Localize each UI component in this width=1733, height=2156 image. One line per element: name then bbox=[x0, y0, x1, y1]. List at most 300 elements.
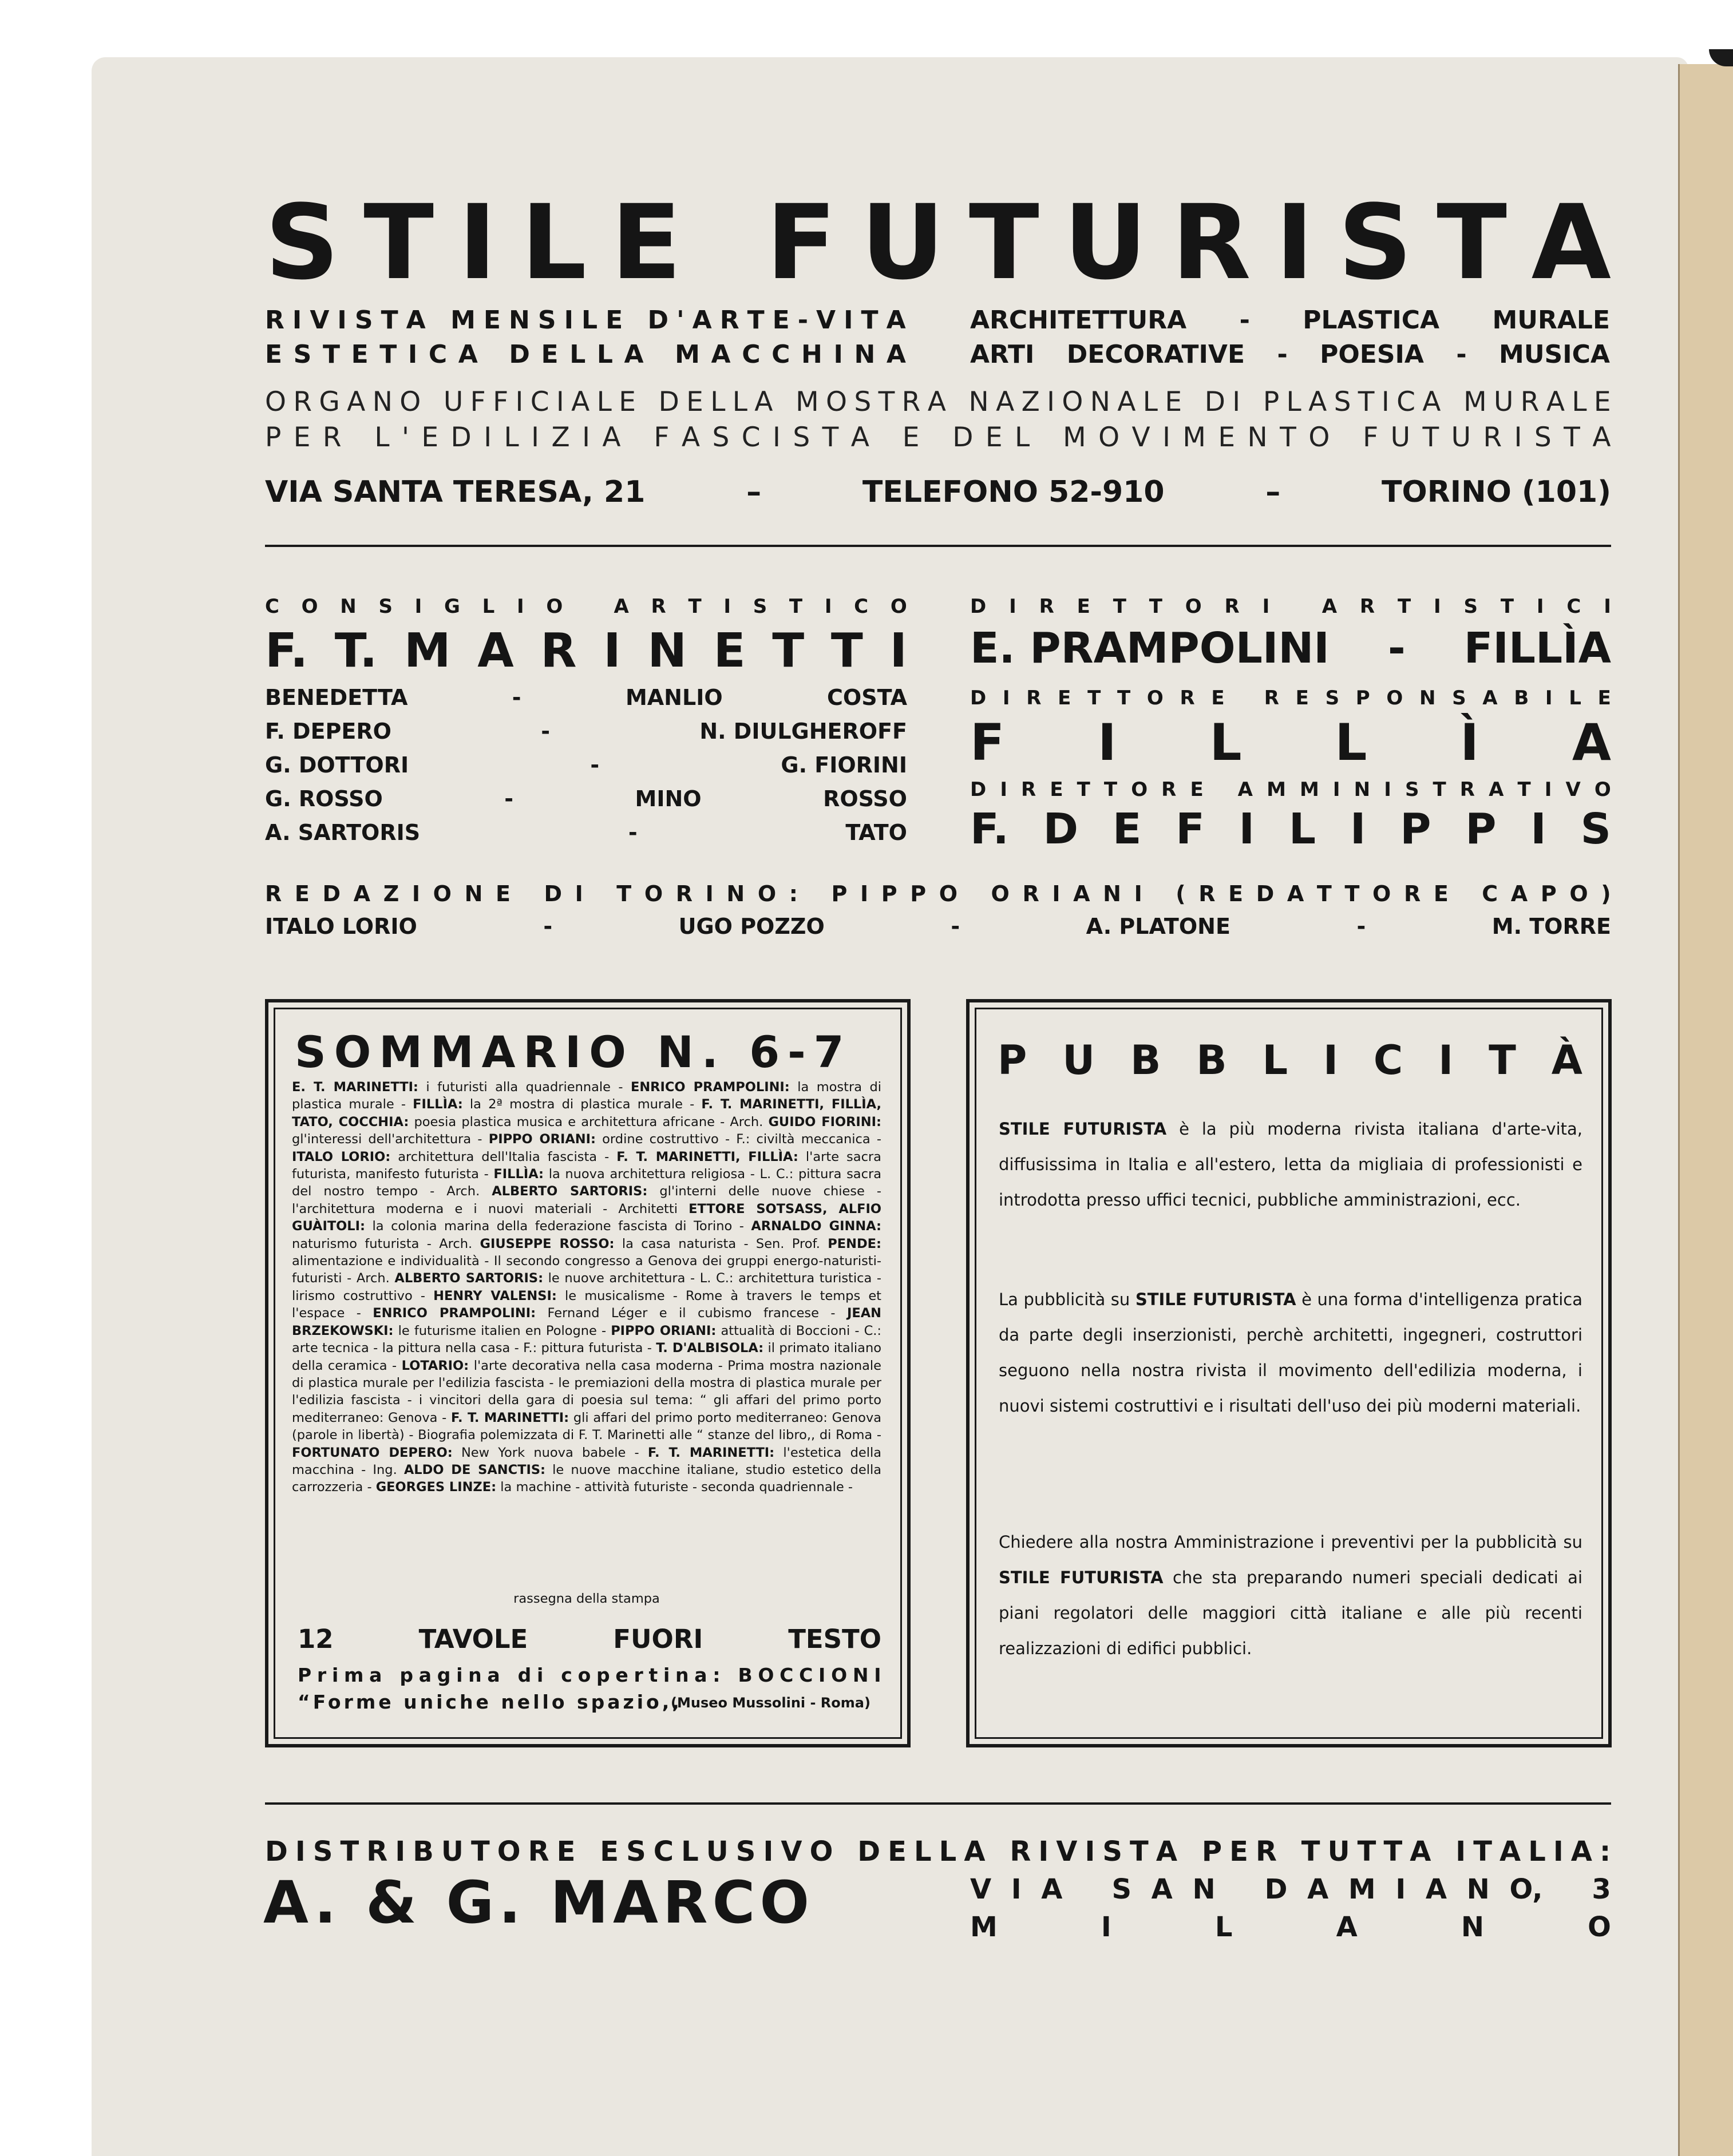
text-piece: i bbox=[456, 1664, 463, 1686]
text-piece: R bbox=[1022, 881, 1039, 906]
text-piece: F bbox=[654, 422, 670, 453]
text-piece: I bbox=[1239, 804, 1255, 854]
museo-note: (Museo Mussolini - Roma) bbox=[671, 1695, 871, 1711]
text-piece: T bbox=[789, 595, 803, 618]
text-piece: M bbox=[1348, 1873, 1376, 1905]
text-piece bbox=[549, 1664, 556, 1686]
text-piece: COSTA bbox=[827, 685, 907, 710]
text-piece: U bbox=[1494, 386, 1514, 418]
text-piece: U bbox=[1062, 1037, 1095, 1084]
text-piece: O bbox=[939, 881, 958, 906]
text-piece: C bbox=[780, 1664, 794, 1686]
text-piece: R bbox=[719, 306, 739, 335]
text-piece: S bbox=[1334, 386, 1351, 418]
text-piece: R bbox=[1264, 687, 1279, 710]
text-piece: U bbox=[1390, 422, 1411, 453]
text-piece: A bbox=[1482, 687, 1498, 710]
text-piece: T bbox=[1517, 778, 1531, 801]
text-piece: S bbox=[1463, 595, 1478, 618]
sommario-article: poesia plastica musica e architettura africane - Arch. bbox=[409, 1114, 769, 1129]
text-piece: D bbox=[509, 340, 530, 369]
text-piece: G bbox=[319, 386, 340, 418]
sommario-author: HENRY VALENSI: bbox=[433, 1288, 557, 1303]
text-piece: I bbox=[1134, 881, 1142, 906]
text-piece: i bbox=[331, 1664, 339, 1686]
text-piece: T bbox=[379, 340, 397, 369]
text-piece: O bbox=[644, 881, 663, 906]
text-piece bbox=[643, 386, 651, 418]
text-piece: I bbox=[517, 595, 524, 618]
text-piece: MUSICA bbox=[1499, 340, 1610, 369]
sommario-article: le musicalisme - Rome à travers le temps et l'espace - bbox=[292, 1288, 882, 1321]
text-piece: A bbox=[996, 386, 1015, 418]
text-piece: T bbox=[830, 624, 863, 678]
text-piece: N bbox=[1192, 1873, 1216, 1905]
text-piece: C bbox=[854, 595, 869, 618]
text-piece: I bbox=[412, 881, 421, 906]
pubblicita-paragraph-3 bbox=[999, 1524, 1582, 1666]
sommario-title: SOMMARIO N. 6-7 bbox=[295, 1027, 852, 1077]
text-piece: A bbox=[1321, 595, 1338, 618]
text-piece: 3 bbox=[1592, 1873, 1611, 1905]
text-piece: S bbox=[712, 422, 730, 453]
text-piece: O bbox=[1146, 687, 1164, 710]
text-piece bbox=[971, 881, 978, 906]
text-piece: I bbox=[1038, 1836, 1049, 1868]
text-piece: D bbox=[970, 687, 987, 710]
text-piece: T bbox=[1087, 687, 1101, 710]
via-line bbox=[970, 1873, 1611, 1905]
text-piece: U bbox=[861, 183, 945, 303]
text-piece: L bbox=[1262, 1037, 1288, 1084]
sommario-article: alimentazione e individualità - Il secondo congresso a Genova dei gruppi energo-naturisti-futuristi - Arch. bbox=[292, 1254, 881, 1286]
text-piece: A bbox=[602, 422, 621, 453]
text-piece: E bbox=[1295, 687, 1309, 710]
text-piece: E bbox=[1190, 778, 1204, 801]
text-piece: T bbox=[1113, 595, 1126, 618]
distributore-line bbox=[265, 1836, 1611, 1868]
text-piece: F bbox=[1176, 804, 1205, 854]
sommario-article: la machine - attività futuriste - seconda quadriennale - bbox=[496, 1480, 853, 1495]
text-piece: A. SARTORIS bbox=[265, 820, 421, 845]
sommario-author: PIPPO ORIANI: bbox=[611, 1323, 717, 1338]
text-piece: I bbox=[833, 340, 843, 369]
text-piece: S bbox=[265, 183, 339, 303]
sommario-article: l'arte sacra futurista, manifesto futurista - bbox=[292, 1149, 881, 1182]
text-piece: R bbox=[1026, 687, 1042, 710]
sommario-author: ITALO LORIO: bbox=[292, 1149, 391, 1164]
text-piece: P bbox=[1465, 804, 1497, 854]
text-piece: N bbox=[1247, 422, 1268, 453]
text-piece: L bbox=[374, 422, 390, 453]
text-piece: I bbox=[1384, 778, 1391, 801]
text-piece: E bbox=[1058, 687, 1071, 710]
text-piece: E bbox=[1593, 386, 1611, 418]
text-piece: N bbox=[1090, 386, 1110, 418]
text-piece: G bbox=[444, 595, 460, 618]
text-piece: G. ROSSO bbox=[265, 786, 383, 811]
text-piece: T bbox=[1383, 1836, 1403, 1868]
text-piece: M bbox=[1463, 386, 1487, 418]
text-piece: d bbox=[517, 1664, 532, 1686]
text-piece: C bbox=[771, 340, 790, 369]
organ-line-2 bbox=[265, 422, 1611, 453]
text-piece: T bbox=[1489, 1037, 1516, 1084]
text-piece: A bbox=[1546, 386, 1565, 418]
text-piece: r bbox=[634, 1664, 643, 1686]
text-piece: R bbox=[540, 624, 577, 678]
text-piece: A bbox=[1570, 1836, 1592, 1868]
text-piece: E bbox=[611, 183, 682, 303]
text-piece bbox=[387, 1664, 394, 1686]
text-piece: M bbox=[1063, 422, 1086, 453]
sommario-article: Fernand Léger e il cubismo francese - bbox=[536, 1306, 847, 1321]
text-piece: ITALO LORIO bbox=[265, 914, 417, 939]
text-piece: - bbox=[504, 786, 514, 811]
text-piece: E bbox=[888, 1836, 907, 1868]
text-piece: I bbox=[1545, 687, 1553, 710]
text-piece: FUORI bbox=[613, 1624, 703, 1654]
text-piece: A bbox=[1073, 881, 1090, 906]
text-piece: C bbox=[1396, 386, 1415, 418]
text-piece: N bbox=[508, 306, 530, 335]
text-piece: T bbox=[1149, 595, 1162, 618]
magazine-name: STILE FUTURISTA bbox=[1135, 1290, 1296, 1309]
text-piece: C bbox=[265, 595, 279, 618]
text-piece: : bbox=[713, 1664, 721, 1686]
text-piece: M bbox=[970, 1911, 998, 1943]
text-piece: A bbox=[1237, 778, 1253, 801]
sommario-author: F. T. MARINETTI: bbox=[647, 1445, 775, 1460]
sommario-author: LOTARIO: bbox=[401, 1358, 469, 1373]
text-piece bbox=[585, 595, 592, 618]
text-piece: B bbox=[413, 1836, 434, 1868]
text-piece: i bbox=[536, 1664, 544, 1686]
text-piece: C bbox=[741, 422, 761, 453]
text-piece: I bbox=[1009, 595, 1016, 618]
sommario-article: la nuova architettura religiosa - L. C.: pittura sacra del nostro tempo - Arch. bbox=[292, 1167, 881, 1199]
text-piece: ARCHITETTURA bbox=[970, 306, 1187, 335]
sommario-author: F. T. MARINETTI: bbox=[450, 1410, 569, 1425]
text-piece: n bbox=[468, 1664, 482, 1686]
text-piece: I bbox=[1085, 1836, 1095, 1868]
text-piece: I bbox=[531, 422, 539, 453]
text-piece: C bbox=[1566, 595, 1581, 618]
text-piece: c bbox=[561, 1664, 572, 1686]
text-piece: - bbox=[541, 719, 551, 744]
text-piece: 12 bbox=[298, 1624, 334, 1654]
text-piece: A bbox=[1592, 422, 1611, 453]
prampolini-fillia bbox=[970, 624, 1611, 673]
text-piece: S bbox=[854, 386, 872, 418]
tavole-line bbox=[298, 1624, 881, 1654]
text-piece: R bbox=[265, 881, 282, 906]
text-piece: R bbox=[1359, 595, 1375, 618]
text-piece: N bbox=[1419, 687, 1436, 710]
text-piece: ARTI bbox=[970, 340, 1035, 369]
text-piece: T bbox=[968, 183, 1039, 303]
text-piece: E bbox=[1165, 386, 1182, 418]
text-piece: T bbox=[747, 306, 765, 335]
text-piece: I bbox=[1052, 881, 1061, 906]
text-piece: L bbox=[569, 340, 586, 369]
text-piece: N bbox=[852, 1664, 869, 1686]
sommario-article: gli affari del primo porto mediterraneo: Genova (parole in libertà) - Biografia polemizzata di F. T. Marinetti alle “ stanze del libro,, di Roma - bbox=[292, 1410, 881, 1443]
text-piece: I bbox=[1262, 595, 1270, 618]
text-piece: FILLÌA bbox=[1463, 624, 1611, 673]
text-piece: A bbox=[886, 306, 906, 335]
text-piece: - bbox=[951, 914, 960, 939]
text-piece: VIA SANTA TERESA, 21 bbox=[265, 475, 646, 509]
sommario-author: PENDE: bbox=[828, 1236, 881, 1251]
text-piece: O bbox=[1098, 422, 1120, 453]
text-piece: E bbox=[619, 386, 636, 418]
sommario-article: il primato italiano della ceramica - bbox=[292, 1341, 881, 1373]
text-piece: L bbox=[732, 386, 747, 418]
text-piece: O bbox=[433, 881, 452, 906]
text-piece bbox=[633, 422, 642, 453]
text-piece: p bbox=[399, 1664, 413, 1686]
text-piece: R bbox=[1459, 778, 1475, 801]
text-piece: P bbox=[1263, 386, 1280, 418]
text-piece: I bbox=[1275, 183, 1314, 303]
text-piece: A bbox=[1510, 881, 1528, 906]
sommario-article: naturismo futurista - Arch. bbox=[292, 1236, 480, 1251]
text-piece: – bbox=[746, 475, 762, 509]
text-piece: L bbox=[1142, 386, 1158, 418]
text-piece: E bbox=[556, 1836, 576, 1868]
text-piece: T bbox=[1564, 422, 1580, 453]
text-piece: V bbox=[310, 306, 330, 335]
text-piece: R bbox=[1255, 1836, 1277, 1868]
text-piece: C bbox=[653, 1836, 674, 1868]
sommario-author: ENRICO PRAMPOLINI: bbox=[373, 1306, 536, 1321]
text-piece: U bbox=[441, 1836, 464, 1868]
text-piece: A bbox=[1422, 386, 1441, 418]
text-piece: N bbox=[372, 386, 393, 418]
sommario-author: FILLÌA: bbox=[413, 1097, 463, 1112]
text-piece: E bbox=[293, 422, 311, 453]
text-piece bbox=[1217, 778, 1224, 801]
text-piece: A bbox=[1489, 778, 1504, 801]
organ-line-1 bbox=[265, 386, 1611, 418]
p3-text-a: Chiedere alla nostra Amministrazione i preventivi per la pubblicità su bbox=[999, 1532, 1582, 1552]
text-piece bbox=[953, 386, 962, 418]
text-piece: E bbox=[541, 340, 559, 369]
text-piece: S bbox=[735, 1836, 756, 1868]
text-piece: I bbox=[1544, 778, 1552, 801]
text-piece: P bbox=[265, 422, 282, 453]
pubblicita-paragraph-2 bbox=[999, 1282, 1582, 1424]
text-piece: MINO bbox=[635, 786, 702, 811]
consiglio-label bbox=[265, 595, 907, 618]
text-piece: D bbox=[265, 1836, 288, 1868]
text-piece: M bbox=[1300, 778, 1319, 801]
text-piece: I bbox=[1097, 713, 1117, 772]
text-piece: R bbox=[528, 1836, 549, 1868]
text-piece: V bbox=[1056, 1836, 1078, 1868]
text-piece bbox=[354, 422, 362, 453]
text-piece: T bbox=[1077, 778, 1090, 801]
text-piece: I bbox=[824, 595, 832, 618]
text-piece: I bbox=[564, 306, 573, 335]
masthead-title bbox=[265, 183, 1611, 303]
text-piece: A bbox=[754, 386, 773, 418]
text-piece: R bbox=[1180, 687, 1195, 710]
text-piece: I bbox=[763, 1836, 774, 1868]
text-piece: V bbox=[816, 306, 836, 335]
sommario-article: le nuove architettura - L. C.: architettura turistica - lirismo costruttivo - bbox=[292, 1271, 881, 1303]
text-piece: I bbox=[1530, 804, 1546, 854]
text-piece: a bbox=[369, 1664, 382, 1686]
text-piece: D bbox=[658, 386, 679, 418]
subtitle-right-2 bbox=[970, 340, 1610, 369]
text-piece: N bbox=[340, 595, 357, 618]
text-piece: - bbox=[512, 685, 521, 710]
text-piece: L bbox=[710, 386, 726, 418]
text-piece: I bbox=[818, 1664, 826, 1686]
text-piece: N bbox=[1354, 778, 1371, 801]
text-piece: E bbox=[772, 306, 790, 335]
text-piece: I bbox=[1000, 778, 1007, 801]
sommario-author: ALDO DE SANCTIS: bbox=[403, 1462, 546, 1477]
sommario-article: la mostra di plastica murale - bbox=[292, 1080, 881, 1112]
text-piece: R bbox=[1403, 881, 1421, 906]
text-piece: E bbox=[985, 422, 1003, 453]
text-piece: P bbox=[1201, 1836, 1222, 1868]
text-piece: I bbox=[603, 624, 621, 678]
text-piece: T bbox=[616, 881, 632, 906]
p3-text-b: che sta preparando numeri speciali dedicati ai piani regolatori delle maggiori città italiane e alle più recenti realizzazioni di edifici pubblici. bbox=[999, 1568, 1582, 1658]
text-piece: ) bbox=[1601, 881, 1611, 906]
text-piece: T bbox=[1117, 687, 1131, 710]
text-piece: C bbox=[428, 340, 448, 369]
responsabile-label bbox=[970, 687, 1611, 710]
text-piece: T bbox=[363, 183, 434, 303]
text-piece: E bbox=[351, 340, 369, 369]
text-piece: A bbox=[927, 386, 946, 418]
text-piece: T bbox=[381, 306, 398, 335]
sommario-contents bbox=[292, 1079, 881, 1496]
text-piece: D bbox=[952, 422, 974, 453]
text-piece: R bbox=[1010, 1836, 1031, 1868]
text-piece: D bbox=[857, 1836, 881, 1868]
text-piece: A bbox=[1117, 386, 1136, 418]
text-piece: E bbox=[902, 422, 920, 453]
text-piece: O bbox=[1062, 386, 1083, 418]
text-piece: R bbox=[1021, 778, 1036, 801]
sommario-article: New York nuova babele - bbox=[452, 1445, 648, 1460]
text-piece: Z bbox=[383, 881, 399, 906]
consiglio-row-5 bbox=[265, 820, 907, 845]
text-piece: P bbox=[998, 1037, 1027, 1084]
text-piece: T bbox=[1358, 386, 1375, 418]
text-piece: D bbox=[544, 881, 563, 906]
binding-edge bbox=[1680, 64, 1733, 2156]
text-piece: O bbox=[890, 595, 907, 618]
text-piece: A bbox=[1041, 1873, 1063, 1905]
text-piece: B bbox=[1196, 1037, 1227, 1084]
text-piece: E bbox=[1218, 422, 1236, 453]
text-piece: - bbox=[590, 752, 600, 778]
text-piece: P bbox=[1355, 687, 1370, 710]
text-piece: I bbox=[1162, 422, 1170, 453]
text-piece: F bbox=[1363, 422, 1379, 453]
text-piece bbox=[840, 1836, 850, 1868]
text-piece: E bbox=[1211, 687, 1225, 710]
sommario-article: architettura dell'Italia fascista - bbox=[390, 1149, 617, 1164]
text-piece bbox=[1082, 1873, 1092, 1905]
text-piece: D bbox=[1204, 386, 1225, 418]
text-piece bbox=[811, 881, 818, 906]
text-piece: E bbox=[1433, 881, 1449, 906]
text-piece: U bbox=[1327, 1836, 1350, 1868]
text-piece: M bbox=[796, 386, 819, 418]
text-piece bbox=[1448, 386, 1457, 418]
text-piece: T bbox=[1500, 595, 1514, 618]
text-piece: - bbox=[543, 914, 553, 939]
text-piece: A bbox=[1410, 1836, 1431, 1868]
text-piece bbox=[993, 1836, 1003, 1868]
text-piece: UGO POZZO bbox=[678, 914, 825, 939]
text-piece: S bbox=[378, 595, 393, 618]
text-piece: E bbox=[1597, 687, 1611, 710]
text-piece: L bbox=[504, 422, 519, 453]
text-piece: V bbox=[1565, 778, 1581, 801]
text-piece bbox=[1461, 881, 1469, 906]
text-piece: R bbox=[1161, 778, 1177, 801]
text-piece: I bbox=[1002, 687, 1010, 710]
text-piece: - bbox=[797, 306, 809, 335]
text-piece: S bbox=[1325, 687, 1340, 710]
text-piece bbox=[1284, 1836, 1294, 1868]
text-piece: MANLIO bbox=[625, 685, 723, 710]
sommario-author: FORTUNATO DEPERO: bbox=[292, 1445, 453, 1460]
text-piece: T bbox=[861, 306, 879, 335]
text-piece: N bbox=[464, 881, 483, 906]
text-piece: E bbox=[421, 422, 439, 453]
magazine-name: STILE FUTURISTA bbox=[999, 1119, 1167, 1139]
text-piece: O bbox=[991, 881, 1010, 906]
text-piece: r bbox=[316, 1664, 327, 1686]
text-piece: U bbox=[443, 386, 464, 418]
text-piece bbox=[655, 340, 663, 369]
text-piece: T. bbox=[334, 624, 378, 678]
text-piece: M bbox=[450, 306, 476, 335]
text-piece: O bbox=[546, 595, 563, 618]
text-piece bbox=[596, 881, 603, 906]
text-piece: A bbox=[624, 340, 644, 369]
sommario-author: T. D'ALBISOLA: bbox=[656, 1341, 764, 1356]
text-piece bbox=[1241, 687, 1248, 710]
text-piece: E bbox=[294, 881, 310, 906]
text-piece: E bbox=[265, 340, 283, 369]
text-piece: E bbox=[483, 306, 501, 335]
text-piece: A bbox=[614, 595, 629, 618]
sommario-author: FILLÌA: bbox=[493, 1167, 544, 1182]
text-piece: P bbox=[831, 881, 848, 906]
redazione-line-2 bbox=[265, 914, 1611, 939]
text-piece: TAVOLE bbox=[418, 1624, 528, 1654]
sommario-article: i futuristi alla quadriennale - bbox=[418, 1080, 631, 1095]
text-piece: O bbox=[809, 1836, 833, 1868]
text-piece: O bbox=[1131, 778, 1148, 801]
text-piece: e bbox=[615, 1664, 628, 1686]
text-piece: R bbox=[1039, 595, 1054, 618]
text-piece bbox=[505, 1664, 512, 1686]
text-piece: ' bbox=[676, 306, 685, 335]
text-piece bbox=[932, 422, 940, 453]
